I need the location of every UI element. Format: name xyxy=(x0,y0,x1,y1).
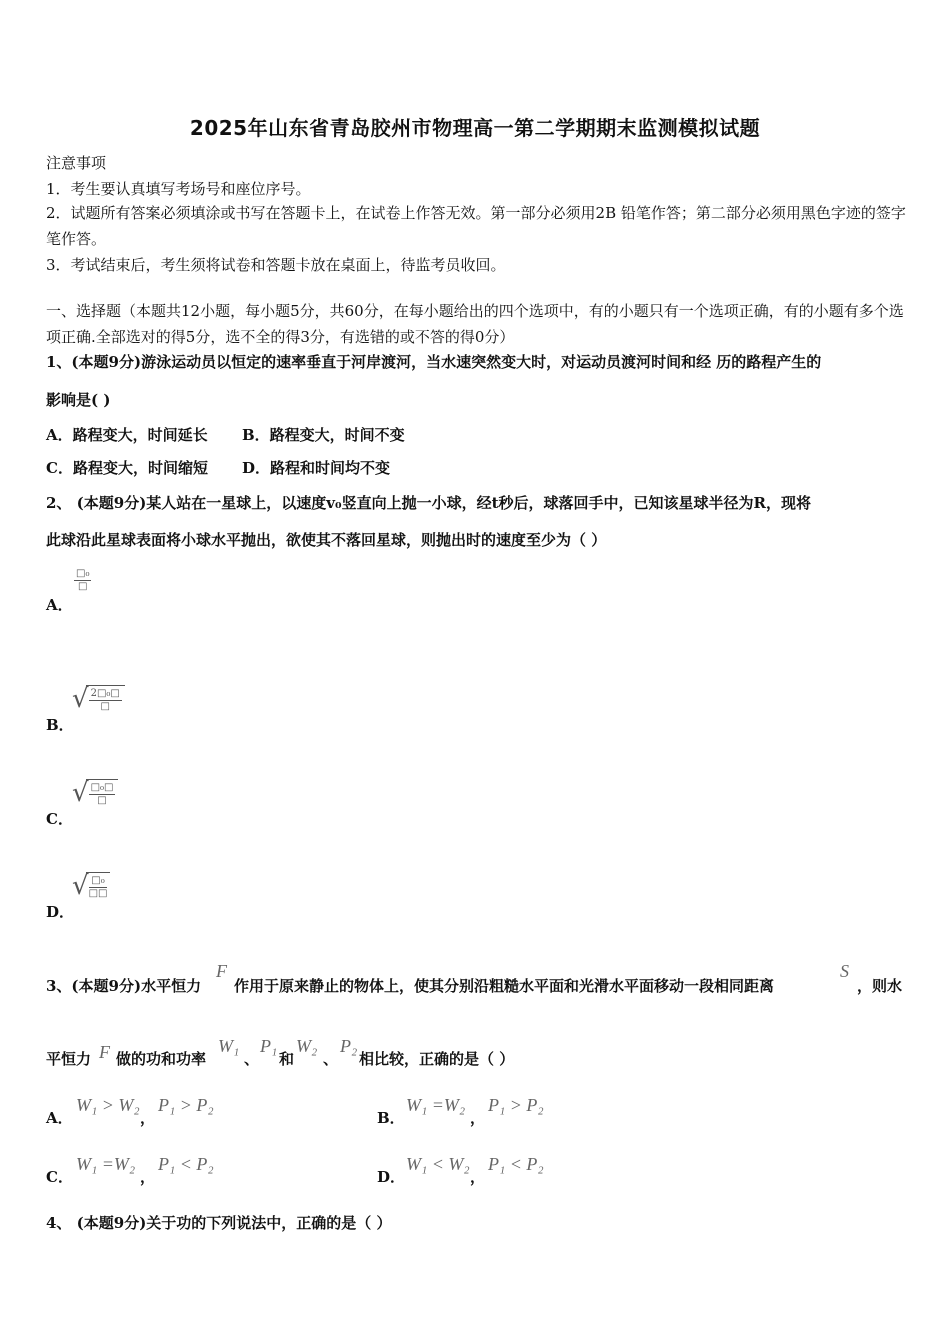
q2-option-d-label: D． xyxy=(46,903,75,921)
q3-option-c-label: C． xyxy=(46,1168,73,1186)
q2-option-d-numerator: □₀ xyxy=(89,875,108,888)
q2-option-d-formula: √ $\frac{\text{□₀}}{□□}$ xyxy=(72,871,110,901)
q3-option-b-math-1: W₁ =W₂ xyxy=(406,1095,466,1115)
q2-option-a-numerator: □₀ xyxy=(76,568,90,579)
q3-option-a-label: A． xyxy=(46,1109,73,1127)
q3-option-b-label: B． xyxy=(377,1109,405,1127)
q1-stem-line2: 影响是( ) xyxy=(46,391,111,409)
q3-option-b-comma: ， xyxy=(470,1109,486,1127)
q3-stem-part1: 3、(本题9分)水平恒力 xyxy=(46,977,202,995)
q2-option-a-formula xyxy=(74,568,91,593)
q3-option-d-math-1: W₁ < W₂ xyxy=(406,1154,470,1174)
q3-option-c-math-2: P₁ < P₂ xyxy=(158,1154,214,1174)
q3-option-c-comma: ， xyxy=(140,1168,156,1186)
q1-option-b: B．路程变大，时间不变 xyxy=(242,426,405,444)
q3-option-d-math-2: P₁ < P₂ xyxy=(488,1154,544,1174)
q1-option-a: A．路程变大，时间延长 xyxy=(46,426,208,444)
q2-option-b-label: B． xyxy=(46,716,74,734)
q2-option-b-denominator: □ xyxy=(100,701,110,712)
q3-symbol-p2: P₂ xyxy=(340,1036,358,1056)
q1-option-c: C．路程变大，时间缩短 xyxy=(46,459,208,477)
q2-option-a-denominator: □ xyxy=(78,581,88,592)
q3-option-c-math-1: W₁ =W₂ xyxy=(76,1154,136,1174)
q3-option-d-label: D． xyxy=(377,1168,406,1186)
q2-option-b-numerator: 2□₀□ xyxy=(90,688,120,699)
section-heading: 一、选择题（本题共12小题，每小题5分，共60分，在每小题给出的四个选项中，有的小题只有一个选项正确，有的小题有多个选项正确.全部选对的得5分，选不全的得3分，有选错的或不答的得0分） xyxy=(46,302,904,346)
q3-option-a-comma: ， xyxy=(140,1109,156,1127)
q3-sep-1: 、 xyxy=(244,1050,260,1068)
notice-heading: 注意事项 xyxy=(46,154,107,172)
q3-symbol-w1: W₁ xyxy=(218,1036,240,1056)
q3-option-b-math-2: P₁ > P₂ xyxy=(488,1095,544,1115)
q1-stem-line1: 1、(本题9分)游泳运动员以恒定的速率垂直于河岸渡河，当水速突然变大时，对运动员渡河时间和经 历的路程产生的 xyxy=(46,353,822,371)
q2-option-c-label: C． xyxy=(46,810,73,828)
page-title: 2025年山东省青岛胶州市物理高一第二学期期末监测模拟试题 xyxy=(189,116,761,140)
q3-line2-a: 平恒力 xyxy=(46,1050,92,1068)
q3-stem-part3: ，则水 xyxy=(857,977,903,995)
q2-option-a-label: A． xyxy=(46,596,73,614)
q2-option-d-denominator: □□ xyxy=(88,888,108,899)
q2-stem-line2: 此球沿此星球表面将小球水平抛出，欲使其不落回星球，则抛出时的速度至少为（ ） xyxy=(46,531,607,549)
q3-option-a-math-2: P₁ > P₂ xyxy=(158,1095,214,1115)
q3-line2-b: 做的功和功率 xyxy=(116,1050,207,1068)
q3-option-d-comma: ， xyxy=(470,1168,486,1186)
q3-sep-2: 、 xyxy=(323,1050,339,1068)
q3-line2-c: 相比较，正确的是（ ） xyxy=(359,1050,515,1068)
notice-item-1: 1．考生要认真填写考场号和座位序号。 xyxy=(46,180,311,198)
q1-option-d: D．路程和时间均不变 xyxy=(242,459,391,477)
q4-stem: 4、 (本题9分)关于功的下列说法中，正确的是（ ） xyxy=(46,1214,392,1232)
q2-option-c-formula: √ $\frac{\text{□₀□}}{□}$ xyxy=(72,778,118,808)
q2-option-c-numerator: □₀□ xyxy=(90,782,114,793)
q3-symbol-p1: P₁ xyxy=(260,1036,278,1056)
q3-and: 和 xyxy=(279,1050,295,1068)
notice-item-3: 3．考试结束后，考生须将试卷和答题卡放在桌面上，待监考员收回。 xyxy=(46,256,506,274)
q3-stem-part2: 作用于原来静止的物体上，使其分别沿粗糙水平面和光滑水平面移动一段相同距离 xyxy=(234,977,775,995)
q2-option-c-denominator: □ xyxy=(97,795,107,806)
q2-stem-line1: 2、 (本题9分)某人站在一星球上，以速度v₀竖直向上抛一小球，经t秒后，球落回手中，已知该星球半径为R，现将 xyxy=(46,494,811,512)
q3-line2-symbol-f: F xyxy=(99,1042,110,1062)
q2-option-b-formula: √ $\frac{\text{2□₀□}}{□}$ xyxy=(72,684,125,714)
notice-item-2: 2．试题所有答案必须填涂或书写在答题卡上，在试卷上作答无效。第一部分必须用2B 铅笔作答；第二部分必须用黑色字迹的签字笔作答。 xyxy=(46,204,906,248)
q3-option-a-math-1: W₁ > W₂ xyxy=(76,1095,140,1115)
q3-symbol-f: F xyxy=(216,961,227,981)
q3-symbol-s: S xyxy=(840,961,849,981)
q3-symbol-w2: W₂ xyxy=(296,1036,318,1056)
